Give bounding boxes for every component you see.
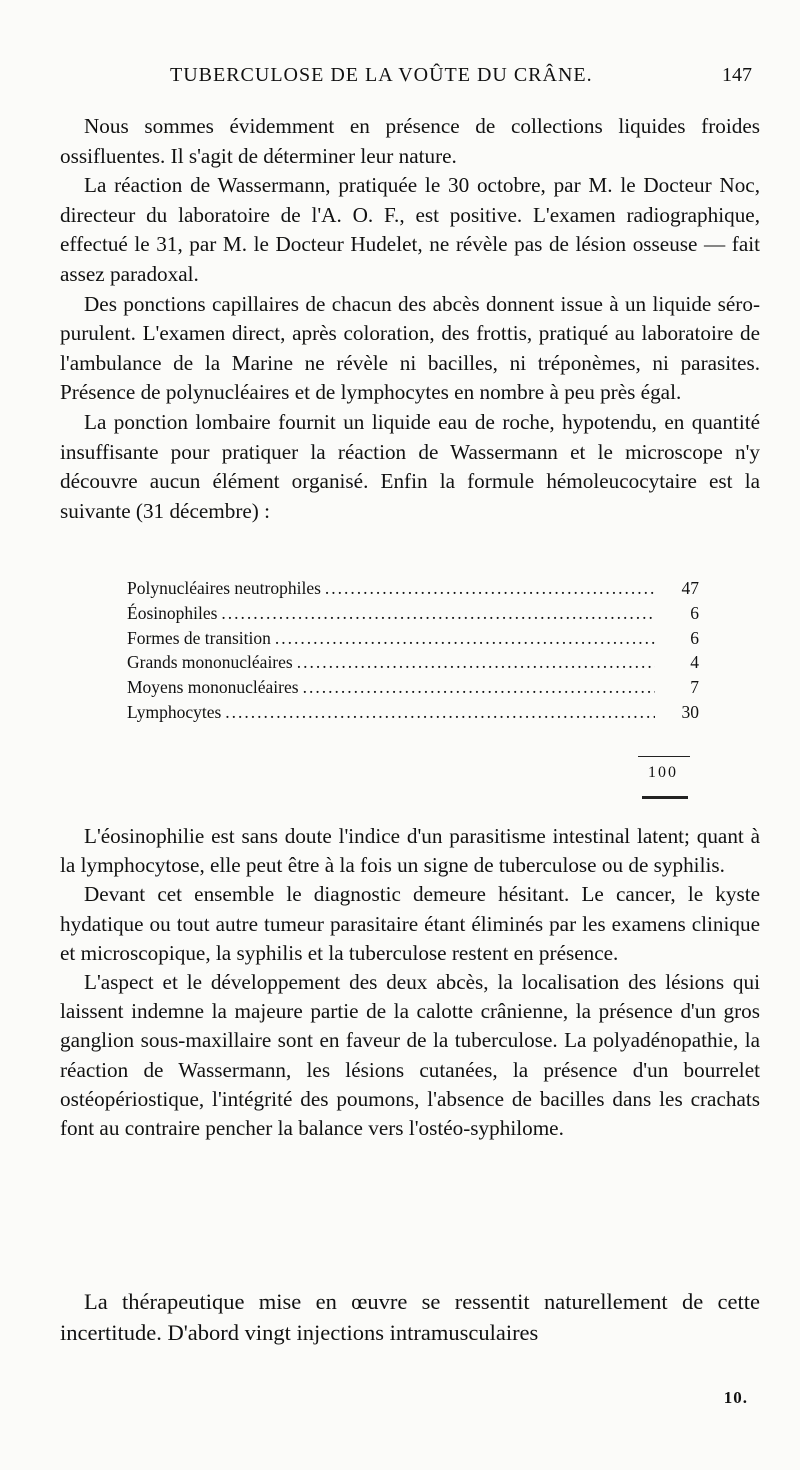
formula-row (127, 650, 707, 675)
dot-leader (325, 576, 655, 601)
body-text-middle (60, 822, 760, 1143)
paragraph: La ponction lombaire fournit un liquide eau de roche, hypotendu, en quantité insuffisante pour pratiquer la réaction de Wassermann et le microscope n'y découvre aucun élément organisé. Enfin la formule hémoleucocytaire est la suivante (31 décembre) : (60, 409, 760, 523)
dot-leader (297, 650, 655, 675)
formula-label: Grands mononucléaires (127, 652, 293, 673)
sum-rule (638, 756, 690, 757)
dot-leader (303, 675, 655, 700)
formula-label: Moyens mononucléaires (127, 677, 299, 698)
formula-row (127, 675, 707, 700)
formula-label: Lymphocytes (127, 701, 222, 722)
paragraph: L'éosinophilie est sans doute l'indice d'un parasitisme intestinal latent; quant à la lymphocytose, elle peut être à la fois un signe de tuberculose ou de syphilis. (60, 824, 760, 878)
paragraph: Devant cet ensemble le diagnostic demeure hésitant. Le cancer, le kyste hydatique ou tout autre tumeur parasitaire étant éliminés par les examens clinique et microscopique, la syphilis et la tuberculose restent en présence. (60, 882, 760, 965)
formula-value: 7 (690, 677, 699, 698)
paragraph: La réaction de Wassermann, pratiquée le 30 octobre, par M. le Docteur Noc, directeur du laboratoire de l'A. O. F., est positive. L'examen radiographique, effectué le 31, par M. le Docteur Hudelet, ne révèle pas de lésion osseuse — fait assez paradoxal. (60, 173, 760, 286)
leukocyte-formula-table (127, 576, 707, 725)
paragraph: L'aspect et le développement des deux abcès, la localisation des lésions qui laissent indemne la majeure partie de la calotte crânienne, la présence d'un gros ganglion sous-maxillaire sont en faveur de la tuberculose. La polyadénopathie, la réaction de Wassermann, les lésions cutanées, la présence d'un bourrelet ostéopériostique, l'intégrité des poumons, l'absence de bacilles dans les crachats font au contraire pencher la balance vers l'ostéo-syphilome. (60, 970, 760, 1141)
page-number: 147 (722, 64, 752, 86)
dot-leader (221, 601, 655, 626)
body-text-bottom (60, 1286, 760, 1348)
formula-value: 6 (690, 627, 699, 648)
formula-row (127, 576, 707, 601)
body-text-top (60, 112, 760, 526)
formula-row (127, 626, 707, 651)
formula-row (127, 601, 707, 626)
formula-label: Polynucléaires neutrophiles (127, 578, 321, 598)
paragraph: La thérapeutique mise en œuvre se ressentit naturellement de cette incertitude. D'abord vingt injections intramusculaires (60, 1289, 760, 1345)
paragraph: Nous sommes évidemment en présence de collections liquides froides ossifluentes. Il s'agit de déterminer leur nature. (60, 114, 760, 168)
paragraph: Des ponctions capillaires de chacun des abcès donnent issue à un liquide séro-purulent. L'examen direct, après coloration, des frottis, pratiqué au laboratoire de l'ambulance de la Marine ne révèle ni bacilles, ni tréponèmes, ni parasites. Présence de polynucléaires et de lymphocytes en nombre à peu près égal. (60, 291, 760, 405)
formula-total: 100 (648, 764, 678, 781)
formula-value: 6 (690, 602, 699, 623)
total-underline (642, 796, 688, 799)
dot-leader (225, 700, 655, 725)
running-title: TUBERCULOSE DE LA VOÛTE DU CRÂNE. (170, 64, 593, 86)
signature-mark: 10. (723, 1388, 748, 1407)
formula-row (127, 700, 707, 725)
dot-leader (275, 626, 655, 651)
formula-value: 30 (681, 701, 699, 722)
formula-value: 47 (681, 578, 699, 598)
formula-label: Formes de transition (127, 627, 271, 648)
page-header (60, 64, 760, 98)
formula-label: Éosinophiles (127, 602, 218, 623)
formula-value: 4 (690, 652, 699, 673)
